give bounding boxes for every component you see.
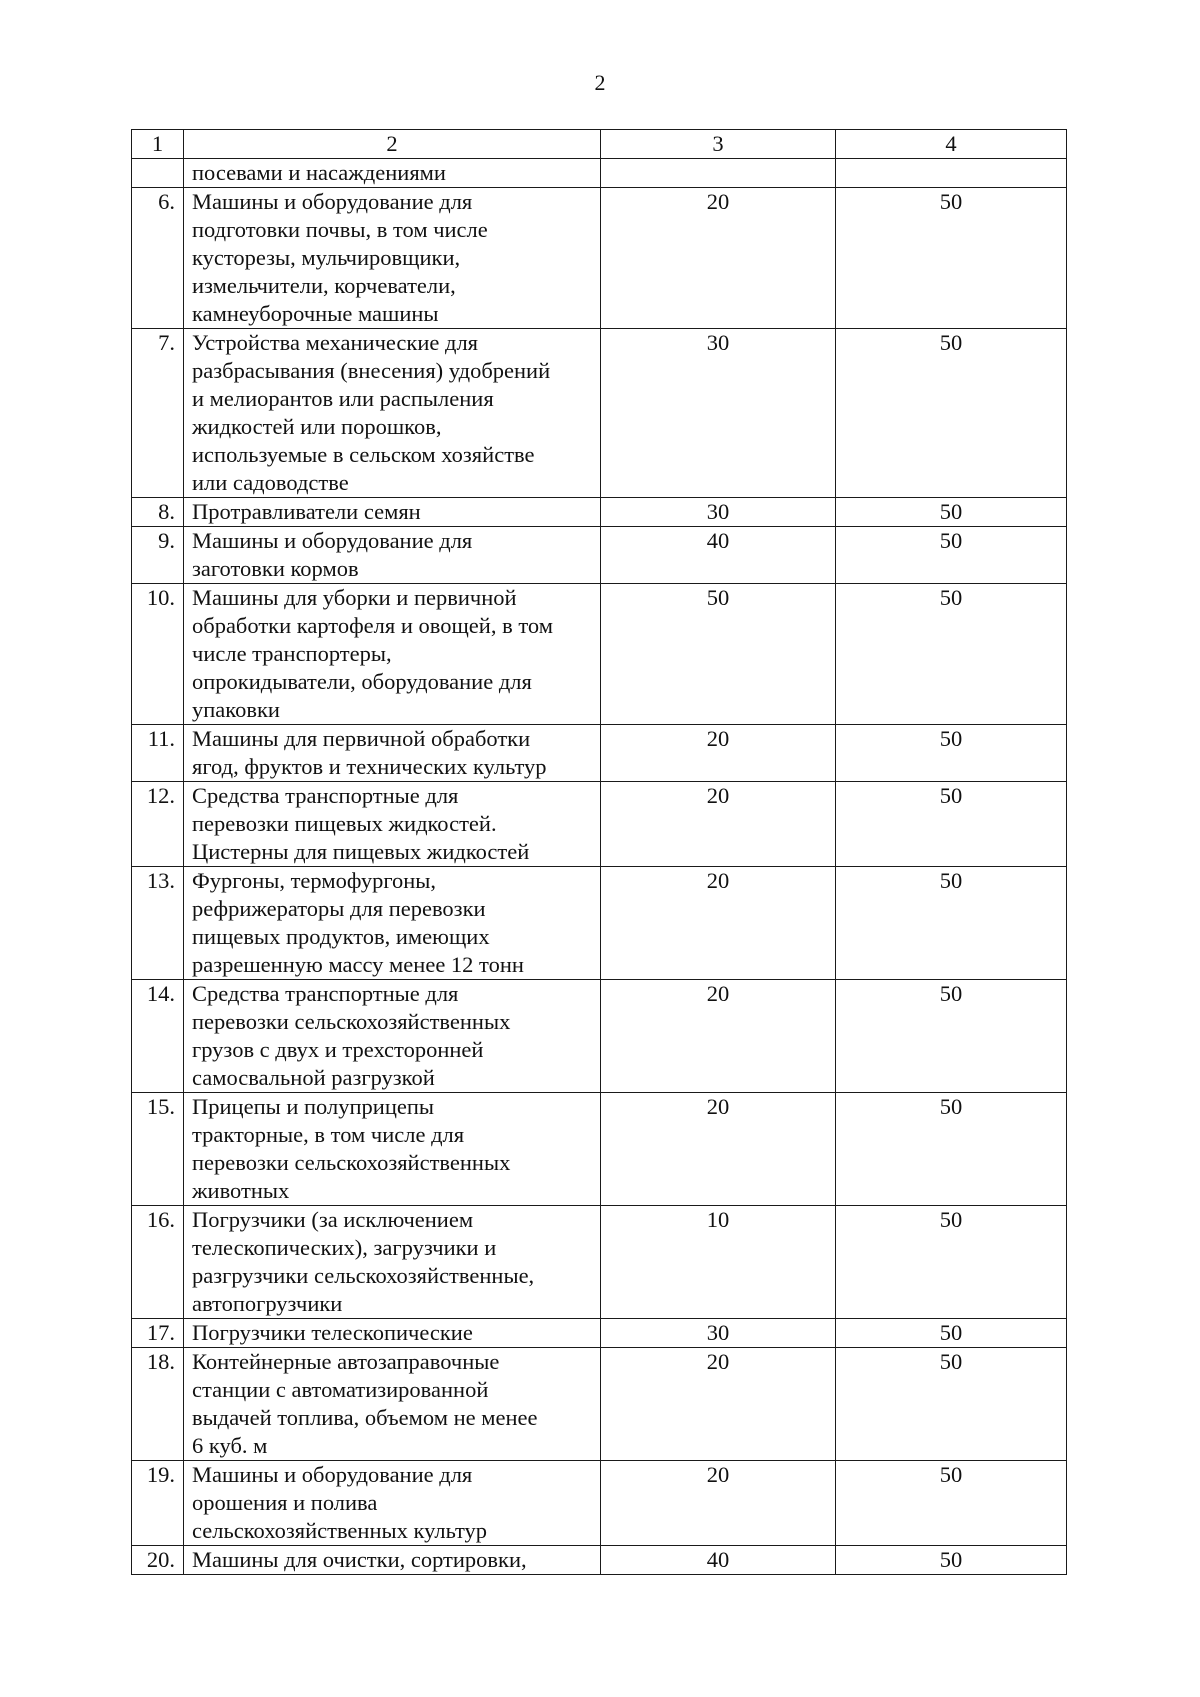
- value-cell: 20: [601, 867, 836, 980]
- value-cell: 50: [836, 1093, 1067, 1206]
- description-cell: Машины для первичной обработки ягод, фруктов и технических культур: [184, 725, 601, 782]
- value-cell: 50: [836, 725, 1067, 782]
- table-row: [132, 1206, 1067, 1319]
- description-cell: Устройства механические для разбрасывания (внесения) удобрений и мелиорантов или распыления жидкостей или порошков, используемые в сельском хозяйстве или садоводстве: [184, 329, 601, 498]
- value-cell: 30: [601, 498, 836, 527]
- value-cell: 20: [601, 1093, 836, 1206]
- table-row: [132, 188, 1067, 329]
- number-cell: 10.: [132, 584, 184, 725]
- value-cell: 50: [836, 1319, 1067, 1348]
- value-cell: 50: [836, 329, 1067, 498]
- table-header-row: [132, 130, 1067, 159]
- number-cell: 16.: [132, 1206, 184, 1319]
- number-cell: 11.: [132, 725, 184, 782]
- table-row: [132, 1348, 1067, 1461]
- value-cell: 20: [601, 188, 836, 329]
- table-row: [132, 329, 1067, 498]
- page-number: 2: [594, 70, 606, 95]
- value-cell: 40: [601, 527, 836, 584]
- value-cell: 50: [836, 1461, 1067, 1546]
- value-cell: 20: [601, 725, 836, 782]
- continuation-row: [132, 159, 1067, 188]
- value-cell: 50: [836, 584, 1067, 725]
- table-row: [132, 1093, 1067, 1206]
- number-cell: 14.: [132, 980, 184, 1093]
- value-cell: 50: [836, 188, 1067, 329]
- description-cell: Контейнерные автозаправочные станции с автоматизированной выдачей топлива, объемом не менее 6 куб. м: [184, 1348, 601, 1461]
- number-cell: 19.: [132, 1461, 184, 1546]
- value-cell: 30: [601, 1319, 836, 1348]
- header-cell: 1: [132, 130, 184, 159]
- value-cell: 20: [601, 782, 836, 867]
- value-cell: 50: [601, 584, 836, 725]
- number-cell: 13.: [132, 867, 184, 980]
- description-cell: Машины для очистки, сортировки,: [184, 1546, 601, 1575]
- number-cell: 15.: [132, 1093, 184, 1206]
- value-cell: 40: [601, 1546, 836, 1575]
- description-cell: посевами и насаждениями: [184, 159, 601, 188]
- header-cell: 4: [836, 130, 1067, 159]
- value-cell: [836, 159, 1067, 188]
- value-cell: 50: [836, 527, 1067, 584]
- table-row: [132, 498, 1067, 527]
- value-cell: 50: [836, 498, 1067, 527]
- table-row: [132, 782, 1067, 867]
- description-cell: Погрузчики (за исключением телескопических), загрузчики и разгрузчики сельскохозяйственные, автопогрузчики: [184, 1206, 601, 1319]
- number-cell: 18.: [132, 1348, 184, 1461]
- number-cell: 7.: [132, 329, 184, 498]
- value-cell: 20: [601, 1461, 836, 1546]
- table-row: [132, 527, 1067, 584]
- header-cell: 3: [601, 130, 836, 159]
- value-cell: 30: [601, 329, 836, 498]
- value-cell: [601, 159, 836, 188]
- value-cell: 20: [601, 980, 836, 1093]
- description-cell: Погрузчики телескопические: [184, 1319, 601, 1348]
- value-cell: 50: [836, 1546, 1067, 1575]
- table-row: [132, 725, 1067, 782]
- number-cell: 9.: [132, 527, 184, 584]
- table-row: [132, 1319, 1067, 1348]
- description-cell: Машины для уборки и первичной обработки картофеля и овощей, в том числе транспортеры, опрокидыватели, оборудование для упаковки: [184, 584, 601, 725]
- description-cell: Прицепы и полуприцепы тракторные, в том числе для перевозки сельскохозяйственных животных: [184, 1093, 601, 1206]
- number-cell: 6.: [132, 188, 184, 329]
- value-cell: 50: [836, 782, 1067, 867]
- description-cell: Машины и оборудование для заготовки кормов: [184, 527, 601, 584]
- value-cell: 50: [836, 1348, 1067, 1461]
- number-cell: 8.: [132, 498, 184, 527]
- value-cell: 20: [601, 1348, 836, 1461]
- description-cell: Машины и оборудование для подготовки почвы, в том числе кусторезы, мульчировщики, измельчители, корчеватели, камнеуборочные машины: [184, 188, 601, 329]
- description-cell: Фургоны, термофургоны, рефрижераторы для перевозки пищевых продуктов, имеющих разрешенную массу менее 12 тонн: [184, 867, 601, 980]
- equipment-table: [131, 129, 1067, 1575]
- table-row: [132, 1461, 1067, 1546]
- value-cell: 10: [601, 1206, 836, 1319]
- number-cell: 17.: [132, 1319, 184, 1348]
- description-cell: Машины и оборудование для орошения и полива сельскохозяйственных культур: [184, 1461, 601, 1546]
- table-row: [132, 584, 1067, 725]
- table-row: [132, 867, 1067, 980]
- number-cell: [132, 159, 184, 188]
- description-cell: Протравливатели семян: [184, 498, 601, 527]
- value-cell: 50: [836, 980, 1067, 1093]
- description-cell: Средства транспортные для перевозки пищевых жидкостей. Цистерны для пищевых жидкостей: [184, 782, 601, 867]
- description-cell: Средства транспортные для перевозки сельскохозяйственных грузов с двух и трехсторонней самосвальной разгрузкой: [184, 980, 601, 1093]
- value-cell: 50: [836, 1206, 1067, 1319]
- table-row: [132, 1546, 1067, 1575]
- number-cell: 20.: [132, 1546, 184, 1575]
- table-row: [132, 980, 1067, 1093]
- value-cell: 50: [836, 867, 1067, 980]
- header-cell: 2: [184, 130, 601, 159]
- number-cell: 12.: [132, 782, 184, 867]
